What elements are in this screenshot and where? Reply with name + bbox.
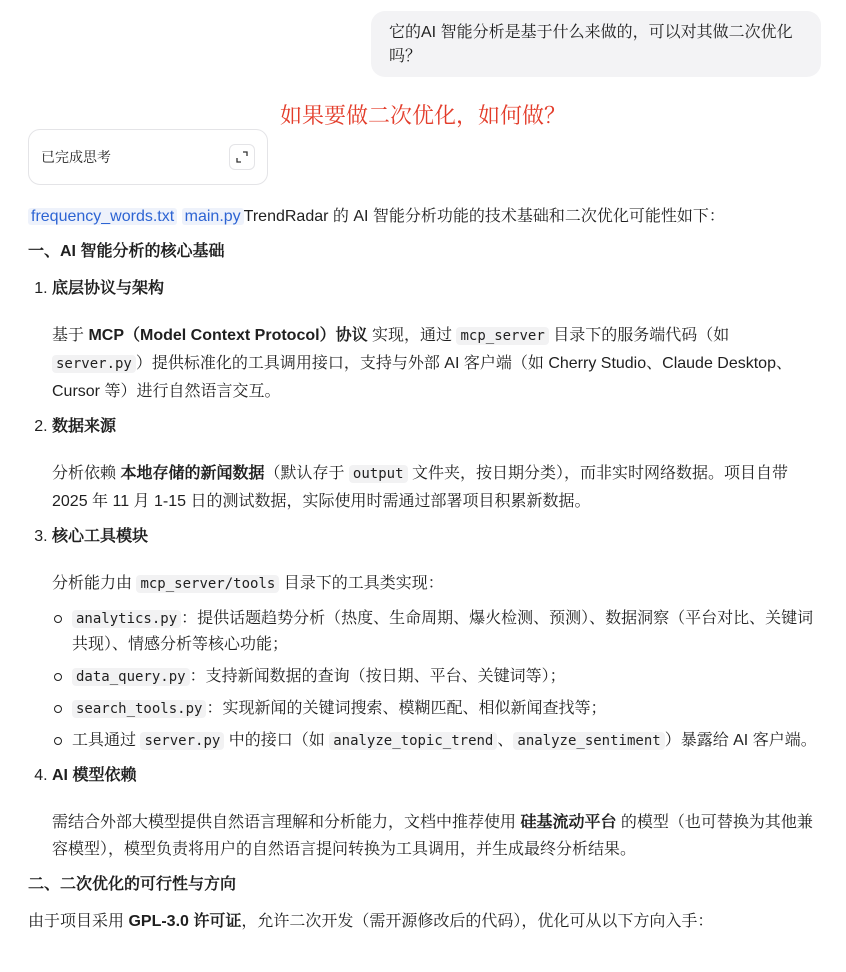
intro-text: TrendRadar 的 AI 智能分析功能的技术基础和二次优化可能性如下：: [243, 208, 725, 225]
item-3-text: 目录下的工具类实现：: [279, 575, 444, 592]
item-4-bold: 硅基流动平台: [520, 814, 617, 831]
item-2-text: 文件夹，按日期分类），而非实时网络数据。项目自带 2025 年 11 月 1-15 日的测试数据，实际使用时需通过部署项目积累新数据。: [52, 465, 788, 510]
item-1-title: 1. 底层协议与架构: [52, 280, 165, 297]
item-4-text: 的模型（也可替换为其他兼容模型），模型负责将用户的自然语言提问转换为工具调用，并生成最终分析结果。: [52, 814, 813, 858]
section-2-heading: 二、二次优化的可行性与方向: [28, 876, 237, 893]
inline-code: mcp_server/tools: [136, 575, 279, 593]
item-3-title: 3. 核心工具模块: [52, 528, 149, 545]
item-2-body: [52, 460, 820, 515]
tool-description: ：实现新闻的关键词搜索、模糊匹配、相似新闻查找等；: [206, 700, 607, 717]
file-ref-frequency-words[interactable]: frequency_words.txt: [28, 208, 177, 225]
section-2-body: [28, 908, 820, 935]
list-item: [72, 664, 820, 690]
item-4-title: 4. AI 模型依赖: [52, 767, 137, 784]
inline-code: mcp_server: [456, 327, 548, 345]
tool-description: 中的接口（如: [224, 732, 330, 749]
list-item: [72, 606, 820, 658]
core-basis-list: [28, 275, 820, 863]
assistant-response: [28, 203, 820, 943]
annotation-text: 如果要做二次优化，如何做？: [279, 103, 566, 128]
inline-code: server.py: [140, 732, 224, 750]
user-message-bubble: [371, 11, 821, 77]
item-4-body: [52, 809, 820, 863]
item-1-text: ）提供标准化的工具调用接口，支持与外部 AI 客户端（如 Cherry Studio、Claude Desktop、Cursor 等）进行自然语言交互。: [52, 355, 792, 400]
item-3-text: 分析能力由: [52, 575, 137, 592]
list-item: [52, 762, 820, 863]
inline-code: analyze_sentiment: [513, 732, 664, 750]
tools-list: [52, 606, 820, 754]
tool-description: ：提供话题趋势分析（热度、生命周期、爆火检测、预测）、数据洞察（平台对比、关键词共现）、情感分析等核心功能；: [72, 610, 814, 653]
intro-paragraph: [28, 203, 820, 230]
expand-icon[interactable]: [229, 144, 255, 170]
item-1-bold: MCP（Model Context Protocol）协议: [88, 327, 368, 344]
item-1-text: 目录下的服务端代码（如: [548, 327, 730, 344]
file-ref-main-py[interactable]: main.py: [182, 208, 244, 225]
tool-description: 工具通过: [72, 732, 141, 749]
section-2-text: 由于项目采用: [28, 913, 129, 930]
item-2-text: 分析依赖: [52, 465, 121, 482]
tool-description: 、: [497, 732, 514, 749]
inline-code: server.py: [52, 355, 136, 373]
list-item: [52, 523, 820, 754]
inline-code: analytics.py: [72, 610, 181, 628]
inline-code: data_query.py: [72, 668, 190, 686]
section-2-text: ，允许二次开发（需开源修改后的代码），优化可从以下方向入手：: [241, 913, 714, 930]
license-bold: GPL-3.0 许可证: [128, 913, 242, 930]
inline-code: search_tools.py: [72, 700, 206, 718]
list-item: [72, 696, 820, 722]
tool-description: ：支持新闻数据的查询（按日期、平台、关键词等）；: [189, 668, 566, 685]
section-1-heading: 一、AI 智能分析的核心基础: [28, 243, 225, 260]
item-1-text: 实现，通过: [367, 327, 457, 344]
tool-description: ）暴露给 AI 客户端。: [664, 732, 817, 749]
item-2-bold: 本地存储的新闻数据: [120, 465, 265, 482]
thinking-panel[interactable]: [28, 129, 268, 185]
item-2-text: （默认存于: [264, 465, 349, 482]
list-item: [72, 728, 820, 754]
user-message-text: 它的AI 智能分析是基于什么来做的，可以对其做二次优化吗？: [389, 24, 793, 65]
item-3-body: [52, 570, 820, 598]
list-item: [52, 413, 820, 515]
item-4-text: 需结合外部大模型提供自然语言理解和分析能力，文档中推荐使用: [52, 814, 521, 831]
item-1-text: 基于: [52, 327, 89, 344]
list-item: [52, 275, 820, 405]
inline-code: output: [349, 465, 408, 483]
item-1-body: [52, 322, 820, 405]
item-2-title: 2. 数据来源: [52, 418, 117, 435]
thinking-label: 已完成思考: [41, 149, 111, 165]
inline-code: analyze_topic_trend: [329, 732, 497, 750]
